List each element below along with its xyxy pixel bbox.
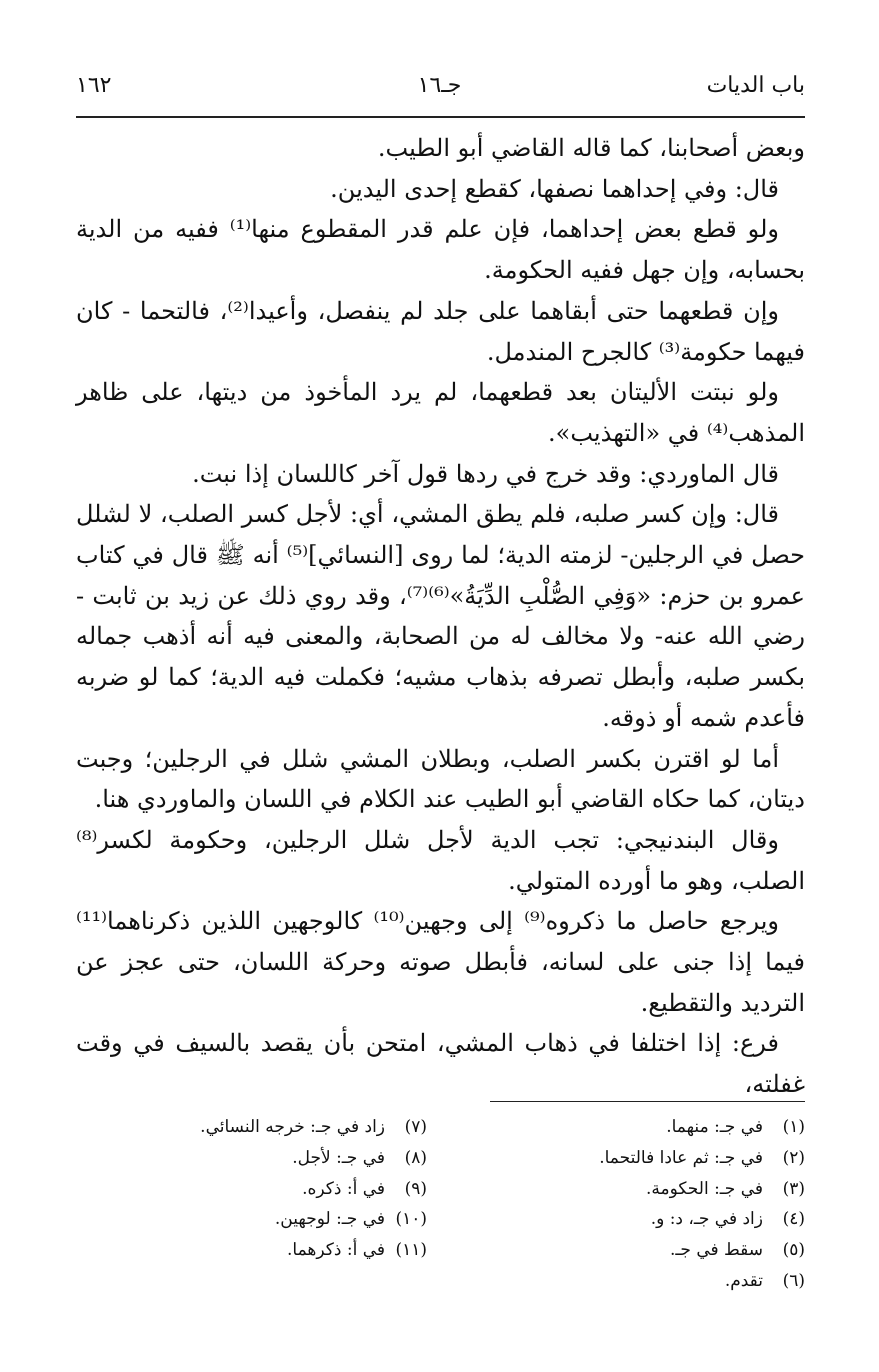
footnote [599,1174,805,1205]
footnote-number: (٩) [404,1178,427,1199]
footnote-number: (١٠) [395,1209,427,1230]
footnote [200,1143,427,1174]
paragraph: فرع: إذا اختلفا في ذهاب المشي، امتحن بأن يقصد بالسيف في وقت غفلته، [76,1029,805,1099]
page-number: ١٦٢ [76,73,112,98]
footnote-separator [490,1101,805,1102]
paragraph: ولو نبتت الأليتان بعد قطعهما، لم يرد المأخوذ من ديتها، على ظاهر المذهب⁽⁴⁾ في «التهذيب». [76,378,805,447]
footnote-text: في جـ: الحكومة. [646,1178,763,1199]
footnote-number: (٣) [782,1178,805,1199]
footnote-number: (٧) [404,1117,427,1137]
paragraph: أما لو اقترن بكسر الصلب، وبطلان المشي شلل في الرجلين؛ وجبت ديتان، كما حكاه القاضي أبو الطيب عند الكلام في اللسان والماوردي هنا. [76,744,805,814]
footnote-text: تقدم. [724,1270,763,1291]
footnote-text: في جـ: لوجهين. [274,1209,385,1230]
paragraph: قال الماوردي: وقد خرج في ردها قول آخر كاللسان إذا نبت. [192,459,779,488]
footnote-text: في جـ: لأجل. [292,1147,385,1168]
header-rule [76,116,805,118]
paragraph: وإن قطعهما حتى أبقاهما على جلد لم ينفصل، وأعيدا⁽²⁾، فالتحما - كان فيهما حكومة⁽³⁾ كالجرح المندمل. [76,296,805,366]
footnote-number: (٤) [782,1209,805,1230]
running-header-volume: جـ١٦ [417,73,462,98]
footnote-text: زاد في جـ، د: و. [650,1209,763,1230]
footnote [599,1266,805,1297]
footnote-number: (٦) [782,1270,805,1291]
paragraph: وقال البندنيجي: تجب الدية لأجل شلل الرجلين، وحكومة لكسر⁽⁸⁾ الصلب، وهو ما أورده المتولي. [76,825,805,895]
footnote-number: (٨) [404,1147,427,1168]
footnote-text: في جـ: منهما. [666,1117,763,1137]
paragraph: وبعض أصحابنا، كما قاله القاضي أبو الطيب. [377,134,805,162]
footnote [200,1112,427,1143]
paragraph: قال: وإن كسر صلبه، فلم يطق المشي، أي: لأجل كسر الصلب، لا لشلل حصل في الرجلين- لزمته الدية؛ لما روى [النسائي]⁽⁵⁾ أنه ﷺ قال في كتاب عمرو بن حزم: «وَفِي الصُّلْبِ الدِّيَةُ»⁽⁶⁾⁽⁷⁾، وقد روي ذلك عن زيد بن ثابت - رضي الله عنه- ولا مخالف له من الصحابة، والمعنى فيه أنه أذهب جماله بكسر صلبه، وأبطل تصرفه بذهاب مشيه؛ فكملت فيه الدية؛ كما لو ضربه فأعدم شمه أو ذوقه. [76,500,805,732]
main-text [76,128,805,1105]
footnote [200,1204,427,1235]
footnote-text: سقط في جـ. [670,1240,763,1261]
footnote [200,1174,427,1205]
footnote-text: في أ: ذكرهما. [287,1240,385,1261]
footnote [599,1204,805,1235]
footnote [599,1143,805,1174]
running-header-chapter: باب الديات [706,73,805,98]
footnote-text: في جـ: ثم عادا فالتحما. [599,1147,763,1168]
footnote-number: (١١) [395,1240,427,1261]
footnote-text: في أ: ذكره. [302,1178,385,1199]
footnote [599,1235,805,1266]
footnote-number: (٢) [782,1147,805,1168]
footnotes-column-left [200,1112,427,1266]
footnote-number: (٥) [782,1240,805,1261]
footnote [599,1112,805,1143]
footnote-number: (١) [782,1117,805,1137]
paragraph: قال: وفي إحداهما نصفها، كقطع إحدى اليدين. [330,174,779,203]
footnote [200,1235,427,1266]
footnote-text: زاد في جـ: خرجه النسائي. [200,1117,385,1137]
footnotes-column-right [599,1112,805,1297]
paragraph: ويرجع حاصل ما ذكروه⁽⁹⁾ إلى وجهين⁽¹⁰⁾ كالوجهين اللذين ذكرناهما⁽¹¹⁾ فيما إذا جنى على لسانه، فأبطل صوته وحركة اللسان، حتى عجز عن الترديد والتقطيع. [76,907,805,1017]
paragraph: ولو قطع بعض إحداهما، فإن علم قدر المقطوع منها⁽¹⁾ ففيه من الدية بحسابه، وإن جهل ففيه الحكومة. [76,215,805,285]
